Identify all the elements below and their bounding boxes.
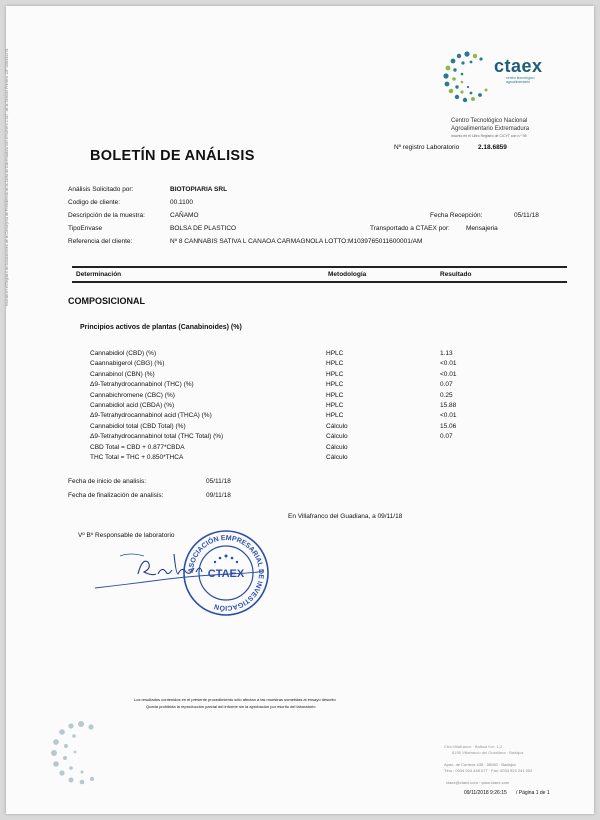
brand-subtitle: [506, 76, 534, 84]
envase-value: BOLSA DE PLASTICO: [170, 225, 237, 232]
row-metodologia: HPLC: [326, 350, 344, 357]
col-metodologia: Metodología: [328, 271, 367, 278]
row-determinacion: Cannabinol (CBN) (%): [90, 370, 155, 378]
footer-timestamp: 09/11/2018 9:26:15: [464, 790, 507, 796]
row-resultado: <0.01: [440, 412, 457, 420]
row-metodologia: Cálculo: [326, 443, 348, 451]
section-title: COMPOSICIONAL: [68, 296, 146, 306]
stamp-center-text: CTAEX: [207, 568, 245, 580]
disclaimer-line: Queda prohibida la reproducción parcial del informe sin la aprobación por escrito del laboratorio: [146, 704, 316, 709]
row-metodologia: HPLC: [326, 391, 344, 399]
table-header-rule-bottom: [72, 281, 567, 283]
row-metodologia: Cálculo: [326, 433, 348, 441]
footer-address-line: Apdo. de Correos 435 · 06080 · Badajoz: [444, 762, 516, 767]
transportado-label: Transportado a CTAEX por:: [370, 225, 450, 232]
row-resultado: 15.88: [440, 402, 457, 409]
center-name-line: Agroalimentario Extremadura: [451, 125, 530, 132]
brand-subtitle-line: centro tecnológico: [506, 76, 535, 80]
col-determinacion: Determinación: [76, 271, 122, 278]
row-resultado: 0.07: [440, 433, 453, 441]
cliente-value: 00.1100: [170, 199, 194, 206]
center-name-line: Centro Tecnológico Nacional: [451, 118, 528, 124]
row-metodologia: Cálculo: [326, 422, 348, 430]
disclaimer-line: Los resultados contenidos en el presente procedimiento sólo afectan a las muestras sometidas al ensayo descrito: [134, 697, 336, 702]
col-resultado: Resultado: [440, 271, 472, 278]
registro-value: 2.18.6859: [478, 144, 507, 151]
row-metodologia: HPLC: [326, 402, 344, 409]
row-determinacion: THC Total = THC + 0.850*THCA: [90, 454, 184, 461]
row-metodologia: HPLC: [326, 360, 344, 368]
inicio-value: 05/11/18: [206, 478, 231, 485]
referencia-value: Nº 8 CANNABIS SATIVA L CANAOA CARMAGNOLA LOTTO:M1039765011600001/AM: [170, 238, 423, 245]
row-resultado: 0.07: [440, 381, 453, 389]
row-determinacion: Cannabidiol acid (CBDA) (%): [90, 402, 175, 409]
descripcion-value: CAÑAMO: [170, 212, 199, 219]
footer-address-line: Tfno.: 0034 924 448 077 · Fax: 0034 924 241 002: [444, 768, 533, 773]
side-registry-text: Inscrita en el Registro de Asociaciones de la Consejería de Presidencia de la Junta de Extremadura con el número 2.927, de la Sección Primera. CIF G06334478.: [5, 47, 9, 306]
center-registry-line: Inscrito en el Libro Registro de CICYT con n.º 95: [451, 134, 527, 138]
ctaex-logo-icon: [438, 48, 496, 106]
cliente-label: Codigo de cliente:: [68, 199, 121, 206]
row-determinacion: Caannabigerol (CBG) (%): [90, 360, 165, 368]
row-resultado: 0.25: [440, 391, 453, 399]
brand-subtitle-line: agroalimentario: [506, 80, 531, 84]
row-metodologia: HPLC: [326, 381, 344, 389]
transportado-value: Mensajeria: [466, 225, 498, 232]
row-determinacion: Cannabidiol total (CBD Total) (%): [90, 422, 186, 430]
footer-page: / Página 1 de 1: [516, 790, 550, 796]
registro-label: Nº registro Laboratorio: [394, 144, 460, 151]
row-determinacion: Δ9-Tetrahydrocannabinol (THC) (%): [90, 381, 194, 389]
row-resultado: 1.13: [440, 350, 453, 357]
row-determinacion: Δ9-Tetrahydrocannabinol total (THC Total) (%): [90, 433, 224, 441]
row-determinacion: CBD Total = CBD + 0.877*CBDA: [90, 443, 185, 451]
row-resultado: 15.06: [440, 422, 457, 430]
row-metodologia: HPLC: [326, 412, 344, 420]
recepcion-label: Fecha Recepción:: [430, 212, 483, 219]
solicitado-value: BIOTOPIARIA SRL: [170, 186, 228, 193]
row-determinacion: Cannabichromene (CBC) (%): [90, 391, 175, 399]
descripcion-label: Descripción de la muestra:: [68, 212, 145, 219]
solicitado-label: Análisis Solicitado por:: [68, 186, 134, 193]
fin-label: Fecha de finalización de analisis:: [68, 492, 164, 499]
row-metodologia: HPLC: [326, 370, 344, 378]
row-resultado: <0.01: [440, 370, 457, 378]
row-determinacion: Δ9-Tetrahydrocannabinol acid (THCA) (%): [90, 412, 212, 420]
footer-logo-icon: [46, 718, 116, 788]
table-header-rule-top: [72, 266, 567, 268]
ctaex-stamp-icon: [181, 528, 271, 618]
footer-address-line: Ctra.Villafranco · Balboa Km. 1,2: [444, 744, 503, 749]
row-metodologia: Cálculo: [326, 454, 348, 461]
report-title: BOLETÍN DE ANÁLISIS: [90, 148, 255, 164]
footer-address-line: 6195 Villafranco del Guadiana · Badajoz: [452, 750, 524, 755]
envase-label: TipoEnvase: [68, 225, 103, 232]
referencia-label: Referencia del cliente:: [68, 238, 133, 245]
fin-value: 09/11/18: [206, 492, 231, 499]
row-determinacion: Cannabidiol (CBD) (%): [90, 350, 157, 357]
recepcion-value: 05/11/18: [514, 212, 539, 219]
subsection-title: Principios activos de plantas (Canabinoides) (%): [80, 324, 242, 331]
report-page: [6, 6, 594, 814]
center-name: [451, 118, 529, 141]
vb-label: Vº Bº Responsable de laboratorio: [78, 532, 175, 539]
inicio-label: Fecha de inicio de analisis:: [68, 478, 147, 485]
brand-name: ctaex: [494, 56, 543, 76]
stamp-ring-text: ASOCIACIÓN EMPRESARIAL DE INVESTIGACIÓN: [187, 534, 265, 612]
row-resultado: <0.01: [440, 360, 457, 368]
footer-web: ctaex@ctaex.com · www.ctaex.com: [446, 780, 510, 785]
place-date: En Villafranco del Guadiana, a 09/11/18: [288, 513, 403, 520]
